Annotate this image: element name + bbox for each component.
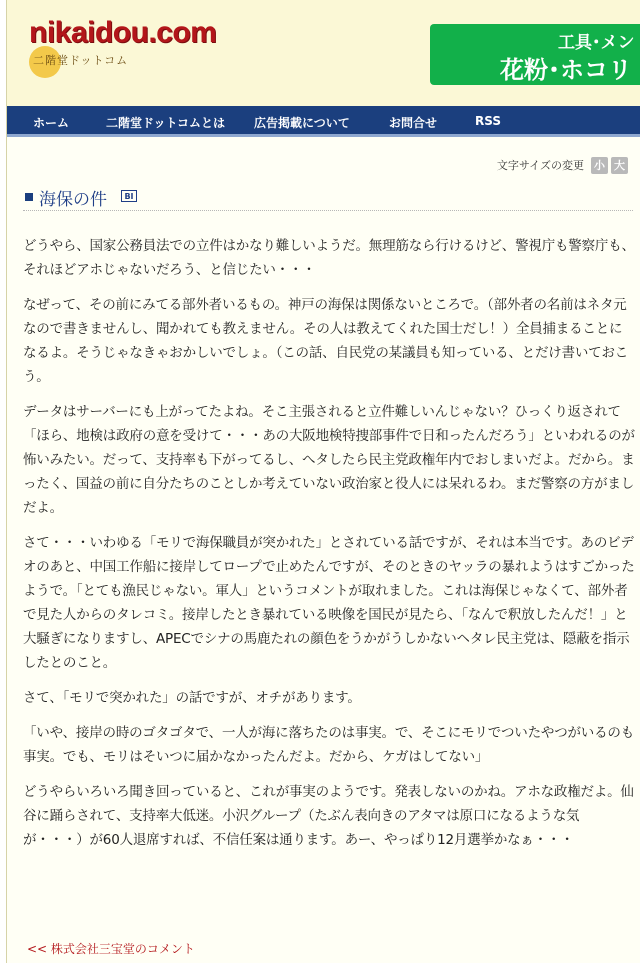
nav-item-about[interactable]: 二階堂ドットコムとは	[106, 116, 226, 130]
font-size-small-button[interactable]: 小	[591, 157, 608, 174]
article-paragraph: なぜって、その前にみてる部外者いるもの。神戸の海保は関係ないところで。（部外者の名前はネタ元なので書きませんし、聞かれても教えません。その人は教えてくれた国士だし！）全員捕まることになるよ。そうじゃなきゃおかしいでしょ。（この話、自民党の某議員も知っている、とだけ書いておこう。	[23, 297, 629, 385]
previous-entry-link[interactable]: << 株式会社三宝堂のコメント	[27, 942, 195, 956]
article-title: 海保の件	[39, 190, 107, 210]
article-title-row	[23, 183, 633, 211]
ad-banner[interactable]	[430, 24, 640, 85]
article-paragraph: さて・・・いわゆる「モリで海保職員が突かれた」とされている話ですが、それは本当です。あのビデオのあと、中国工作船に接岸してロープで止めたんですが、そのときのヤッラの暴れようはすごかったようで。「とても漁民じゃない。軍人」というコメントが取れました。これは海保じゃなくて、部外者で見た人からのタレコミ。接岸したとき暴れている映像を国民が見たら、「なんで釈放したんだ！」と大騒ぎになりますし、APECでシナの馬鹿たれの顔色をうかがうしかないヘタレ民主党は、隠蔽を指示したとのこと。	[23, 535, 635, 671]
font-size-label: 文字サイズの変更	[496, 159, 584, 172]
nav-item-advertising[interactable]: 広告掲載について	[254, 116, 350, 130]
nav-item-rss[interactable]: RSS	[475, 114, 501, 128]
title-bullet-icon	[25, 193, 33, 201]
site-logo[interactable]: nikaidou.com	[29, 16, 217, 49]
ad-banner-line2: 花粉･ホコリ	[500, 56, 632, 84]
main-nav	[7, 106, 640, 137]
article-body	[23, 234, 635, 863]
nav-item-home[interactable]: ホーム	[33, 116, 70, 130]
site-header	[7, 0, 640, 106]
article-paragraph: 「いや、接岸の時のゴタゴタで、一人が海に落ちたのは事実。で、そこにモリでついたやつがいるのも事実。でも、モリはそいつに届かなかったんだよ。だから、ケガはしてない」	[23, 725, 634, 765]
nav-item-contact[interactable]: お問合せ	[389, 116, 438, 130]
page	[6, 0, 640, 963]
article-paragraph: どうやらいろいろ聞き回っていると、これが事実のようです。発表しないのかね。アホな政権だよ。仙谷に踊らされて、支持率大低迷。小沢グループ（たぶん表向きのアタマは原口になるような気が・・・）が60人退席すれば、不信任案は通ります。あー、やっぱり12月選挙かなぁ・・・	[23, 784, 634, 848]
bookmark-badge[interactable]: BI	[121, 190, 137, 202]
font-size-control	[497, 155, 628, 175]
ad-banner-line1: 工具･メン	[558, 33, 635, 53]
font-size-large-button[interactable]: 大	[611, 157, 628, 174]
site-logo-subtitle: 二階堂ドットコム	[33, 54, 129, 67]
article-paragraph: さて、「モリで突かれた」の話ですが、オチがあります。	[23, 690, 361, 706]
article-paragraph: どうやら、国家公務員法での立件はかなり難しいようだ。無理筋なら行けるけど、警視庁も警察庁も、それほどアホじゃないだろう、と信じたい・・・	[23, 238, 635, 278]
article-paragraph: データはサーバーにも上がってたよね。そこ主張されると立件難しいんじゃない？ひっくり返されて「ほら、地検は政府の意を受けて・・・あの大阪地検特捜部事件で日和ったんだろう」といわれるのが怖いみたい。だって、支持率も下がってるし、へタしたら民主党政権年内でおしまいだよ。だから。まったく、国益の前に自分たちのことしか考えていない政治家と役人には呆れるわ。まだ警察の方がましだよ。	[23, 404, 635, 516]
